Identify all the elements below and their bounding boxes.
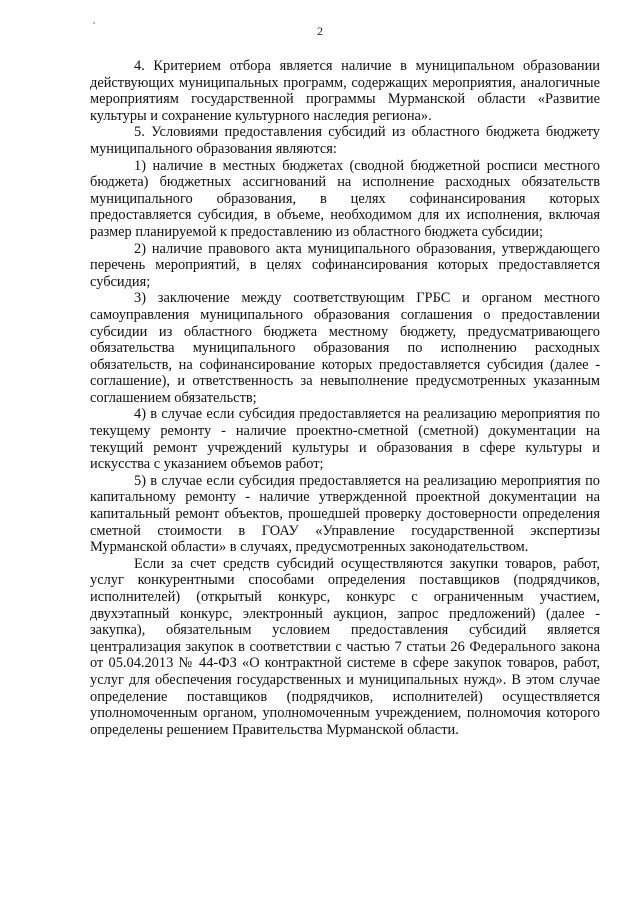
paragraph-criterion: 4. Критерием отбора является наличие в муниципальном образовании действующих муниципальных программ, содержащих мероприятия, аналогичные мероприятиям государственной программы Мурманской области «Развитие культуры и сохранение культурного наследия региона». bbox=[90, 58, 600, 124]
paragraph-condition-1: 1) наличие в местных бюджетах (сводной бюджетной росписи местного бюджета) бюджетных ассигнований на исполнение расходных обязательств муниципального образования, в целях софинансирования которых предоставляется субсидия, в объеме, необходимом для их исполнения, включая размер планируемой к предоставлению из областного бюджета субсидии; bbox=[90, 157, 600, 240]
paragraph-conditions: 5. Условиями предоставления субсидий из областного бюджета бюджету муниципального образования являются: bbox=[90, 124, 600, 157]
paragraph-condition-5: 5) в случае если субсидия предоставляется на реализацию мероприятия по капитальному ремонту - наличие утвержденной проектной документации на капитальный ремонт объектов, прошедшей проверку достоверности определения сметной стоимости в ГОАУ «Управление государственной экспертизы Мурманской области» в случаях, предусмотренных законодательством. bbox=[90, 472, 600, 556]
paragraph-condition-2: 2) наличие правового акта муниципального образования, утверждающего перечень мероприятий, в целях софинансирования которых предоставляется субсидия; bbox=[90, 240, 600, 290]
paragraph-procurement: Если за счет средств субсидий осуществляются закупки товаров, работ, услуг конкурентными способами определения поставщиков (подрядчиков, исполнителей) (открытый конкурс, конкурс с ограниченным участием, двухэтапный конкурс, электронный аукцион, запрос предложений) (далее - закупка), обязательным условием предоставления субсидий является централизация закупок в соответствии с частью 7 статьи 26 Федерального закона от 05.04.2013 № 44-ФЗ «О контрактной системе в сфере закупок товаров, работ, услуг для обеспечения государственных и муниципальных нужд». В этом случае определение поставщиков (подрядчиков, исполнителей) осуществляется уполномоченным органом, уполномоченным учреждением, полномочия которого определены решением Правительства Мурманской области. bbox=[90, 555, 600, 738]
document-body bbox=[90, 58, 600, 738]
paragraph-condition-4: 4) в случае если субсидия предоставляется на реализацию мероприятия по текущему ремонту - наличие проектно-сметной (сметной) документации на текущий ремонт учреждений культуры и образования в сфере культуры и искусства с указанием объемов работ; bbox=[90, 406, 600, 473]
paragraph-condition-3: 3) заключение между соответствующим ГРБС и органом местного самоуправления муниципального образования соглашения о предоставлении субсидии из областного бюджета местному бюджету, предусматривающего обязательства муниципального образования по исполнению расходных обязательств, на софинансирование которых предоставляется субсидия (далее - соглашение), и ответственность за невыполнение предусмотренных указанным соглашением обязательств; bbox=[90, 290, 600, 406]
page-number: 2 bbox=[317, 24, 323, 38]
